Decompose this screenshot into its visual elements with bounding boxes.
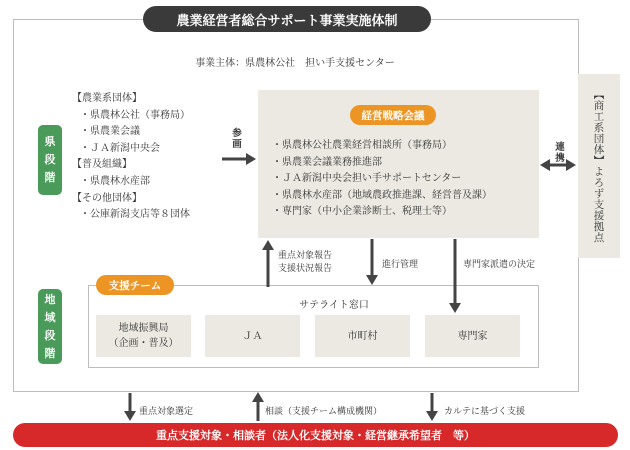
progress-management-label: 進行管理 <box>382 260 419 270</box>
support-team-title: 支援チーム <box>96 275 174 295</box>
prefecture-level-text: 県 段 階 <box>44 135 56 184</box>
report-label: 重点対象報告 支援状況報告 <box>278 251 333 274</box>
strategy-member: ・県農林公社農業経営相談所（事務局） <box>272 140 452 151</box>
karte-down-arrow <box>426 393 438 421</box>
strategy-member: ・専門家（中小企業診断士、税理士等） <box>272 206 452 218</box>
member-municipality: 市町村 <box>315 315 410 357</box>
priority-selection-label: 重点対象選定 <box>139 407 194 417</box>
coordination-label: 連 携 <box>555 142 565 164</box>
coordination-arrow <box>540 159 576 171</box>
report-up-arrow <box>262 240 274 287</box>
org-item: ・県農林水産部 <box>80 175 150 187</box>
subtitle: 事業主体：県農林公社 担い手支援センター <box>195 58 395 69</box>
participate-label: 参 画 <box>232 128 242 150</box>
strategy-member: ・県農林水産部（地域農政推進課、経営普及課） <box>272 189 492 201</box>
karte-support-label: カルテに基づく支援 <box>444 407 526 417</box>
progress-down-arrow <box>366 239 378 285</box>
org-item: ・県農林公社（事務局） <box>80 109 190 121</box>
consultation-up-arrow <box>252 392 264 421</box>
org-item: ・ＪＡ新潟中央会 <box>80 142 160 154</box>
selection-down-arrow <box>124 393 136 421</box>
strategy-member: ・県農業会議業務推進部 <box>272 156 382 168</box>
satellite-office-label: サテライト窓口 <box>299 300 369 311</box>
org-item: 【普及組織】 <box>72 159 132 171</box>
consultation-label: 相談（支援チーム構成機関） <box>265 407 383 417</box>
org-item: ・県農業会議 <box>80 126 140 138</box>
priority-target-bar: 重点支援対象・相談者（法人化支援対象・経営継承希望者 等） <box>13 423 618 447</box>
strategy-member: ・ＪＡ新潟中央会担い手サポートセンター <box>272 173 462 185</box>
diagram-title: 農業経営者総合サポート事業実施体制 <box>143 6 431 32</box>
org-item: 【農業系団体】 <box>72 93 142 104</box>
participate-arrow <box>222 153 256 165</box>
regional-level-text: 地 域 段 階 <box>44 292 56 360</box>
member-ja: ＪＡ <box>205 315 300 357</box>
member-expert: 専門家 <box>425 315 520 357</box>
org-item: ・公庫新潟支店等８団体 <box>80 209 190 221</box>
dispatch-down-arrow <box>449 239 461 313</box>
org-item: 【その他団体】 <box>72 192 142 204</box>
expert-dispatch-label: 専門家派遣の決定 <box>463 260 536 270</box>
strategy-meeting-title: 経営戦略会議 <box>350 105 436 125</box>
commerce-support-base-text: 【商工系団体】よろず支援拠点 <box>592 89 605 243</box>
member-regional-bureau: 地域振興局 （企画・普及） <box>96 315 191 357</box>
